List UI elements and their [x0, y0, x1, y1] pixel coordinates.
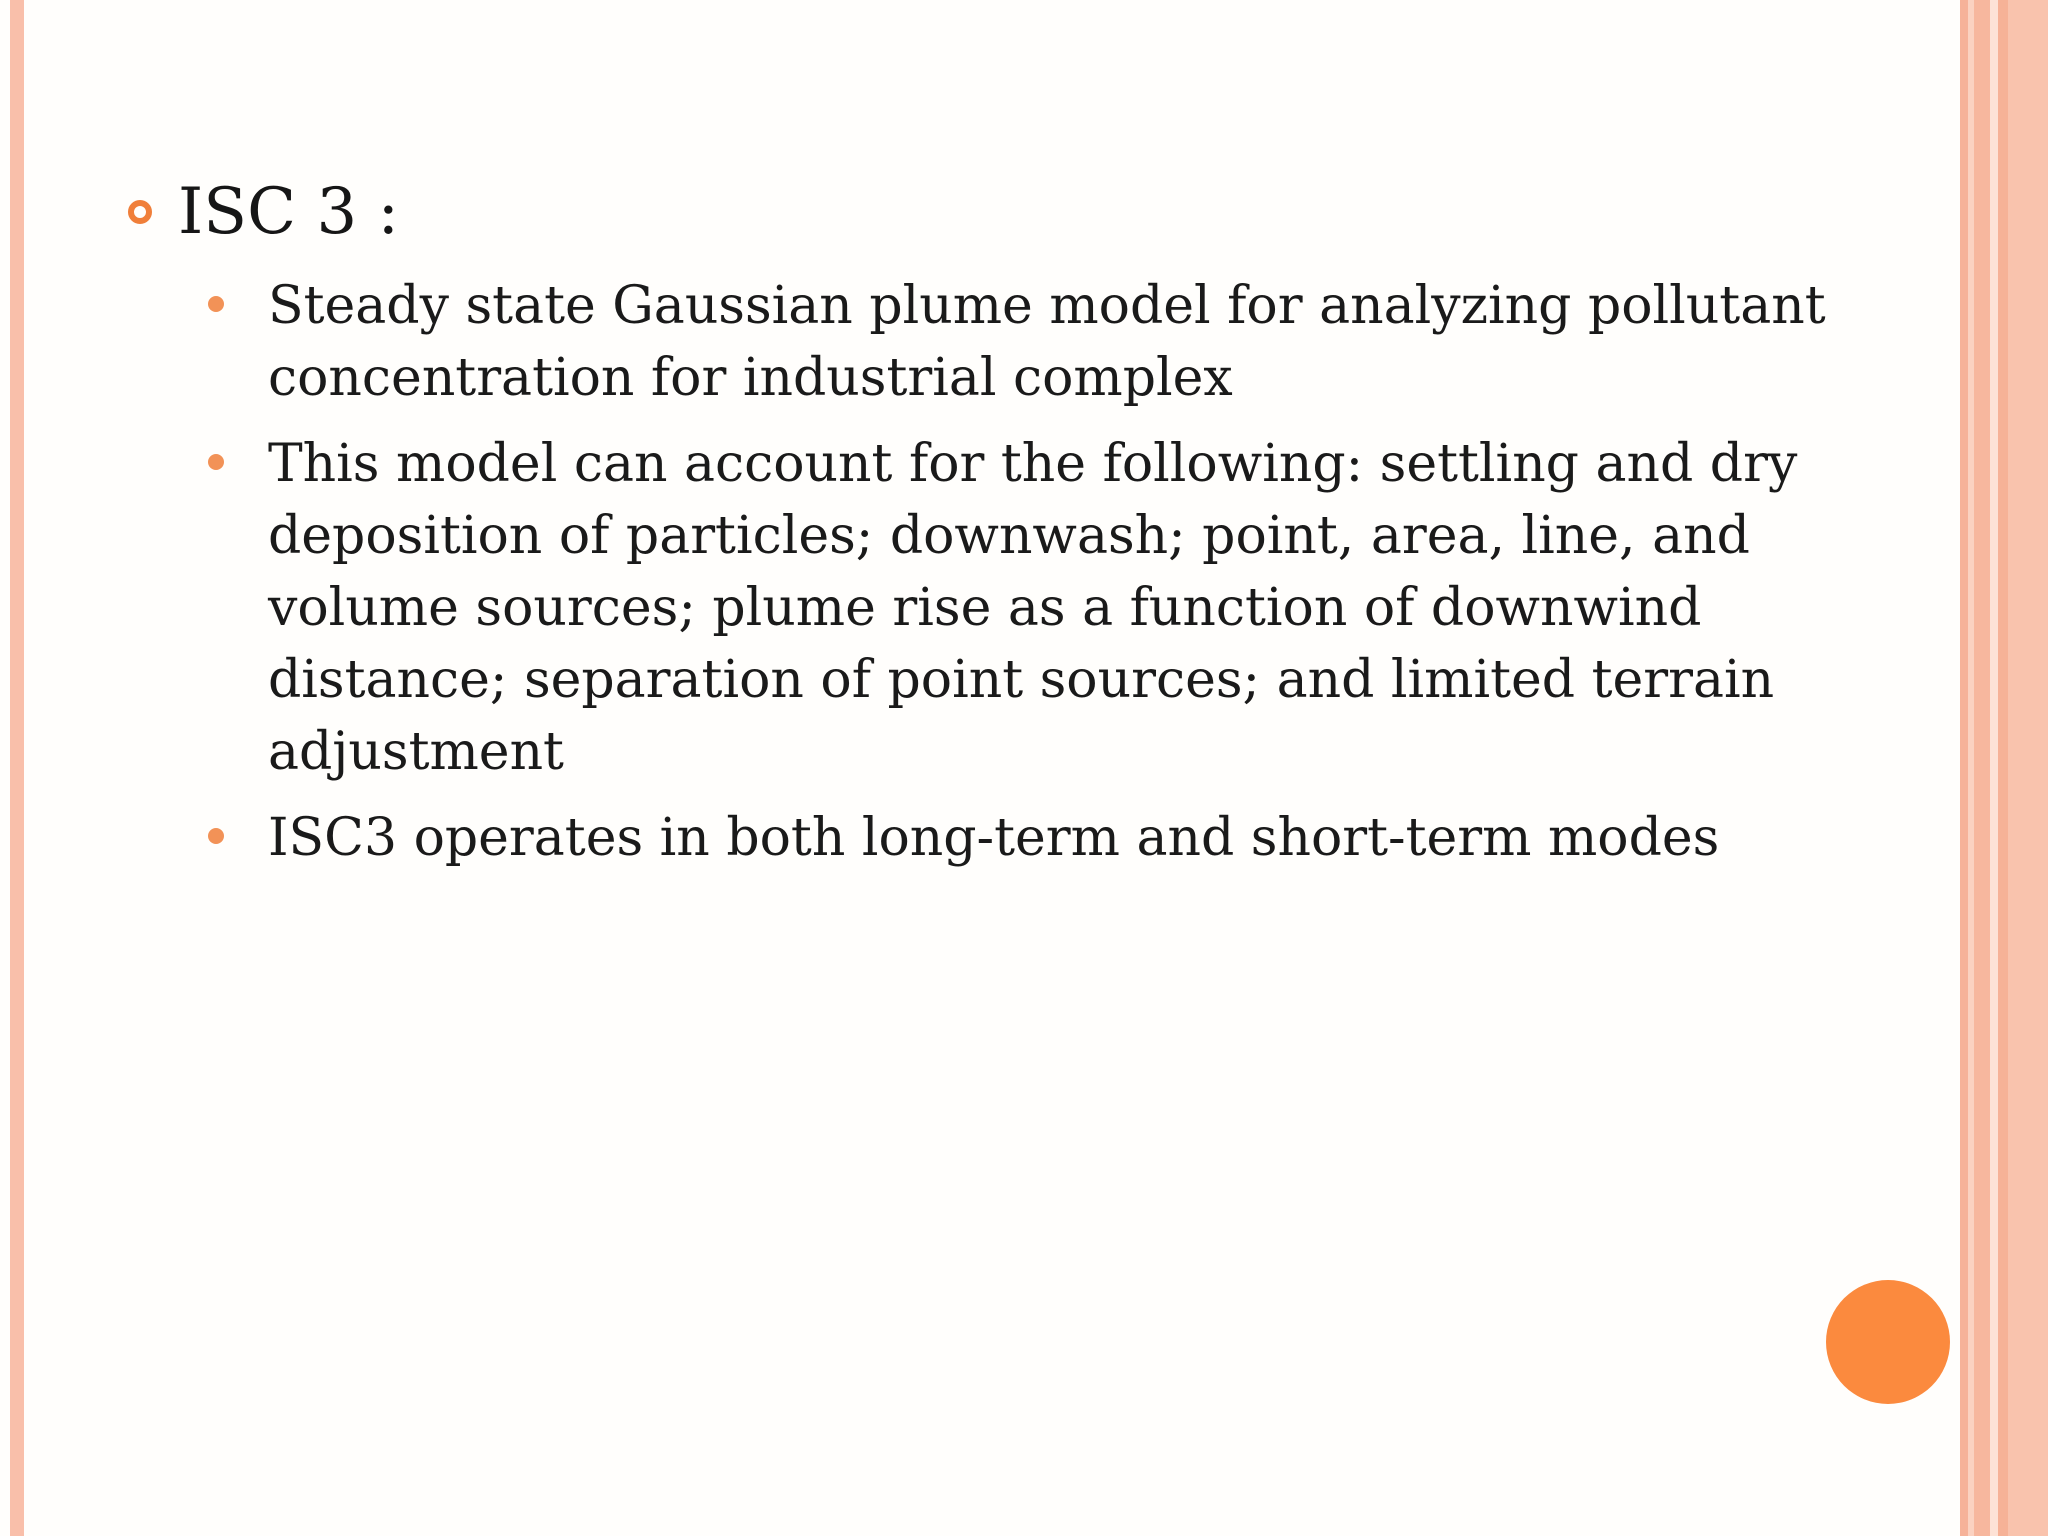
slide-title-row	[128, 172, 399, 252]
right-decorative-stripe	[1960, 0, 1968, 1536]
bullet-list	[208, 270, 1828, 888]
bullet-dot-icon	[208, 454, 224, 470]
list-item	[208, 802, 1828, 874]
list-item	[208, 428, 1828, 788]
right-decorative-stripe	[1990, 0, 1998, 1536]
right-decorative-stripe	[1998, 0, 2008, 1536]
right-decorative-stripe	[1974, 0, 1990, 1536]
bullet-text: ISC3 operates in both long-term and short-term modes	[268, 808, 1720, 868]
list-item	[208, 270, 1828, 414]
hollow-circle-bullet-icon	[128, 200, 152, 224]
slide-title: ISC 3 :	[178, 175, 400, 249]
left-decorative-stripe	[10, 0, 24, 1536]
bullet-text: This model can account for the following: settling and dry deposition of particles; downwash; point, area, line, and volume sources; plume rise as a function of downwind distance; separation of point sources; and limited terrain adjustment	[268, 434, 1798, 782]
bullet-text: Steady state Gaussian plume model for analyzing pollutant concentration for industrial complex	[268, 276, 1826, 408]
orange-circle-icon	[1826, 1280, 1950, 1404]
bullet-dot-icon	[208, 828, 224, 844]
right-decorative-stripe	[2008, 0, 2048, 1536]
bullet-dot-icon	[208, 296, 224, 312]
